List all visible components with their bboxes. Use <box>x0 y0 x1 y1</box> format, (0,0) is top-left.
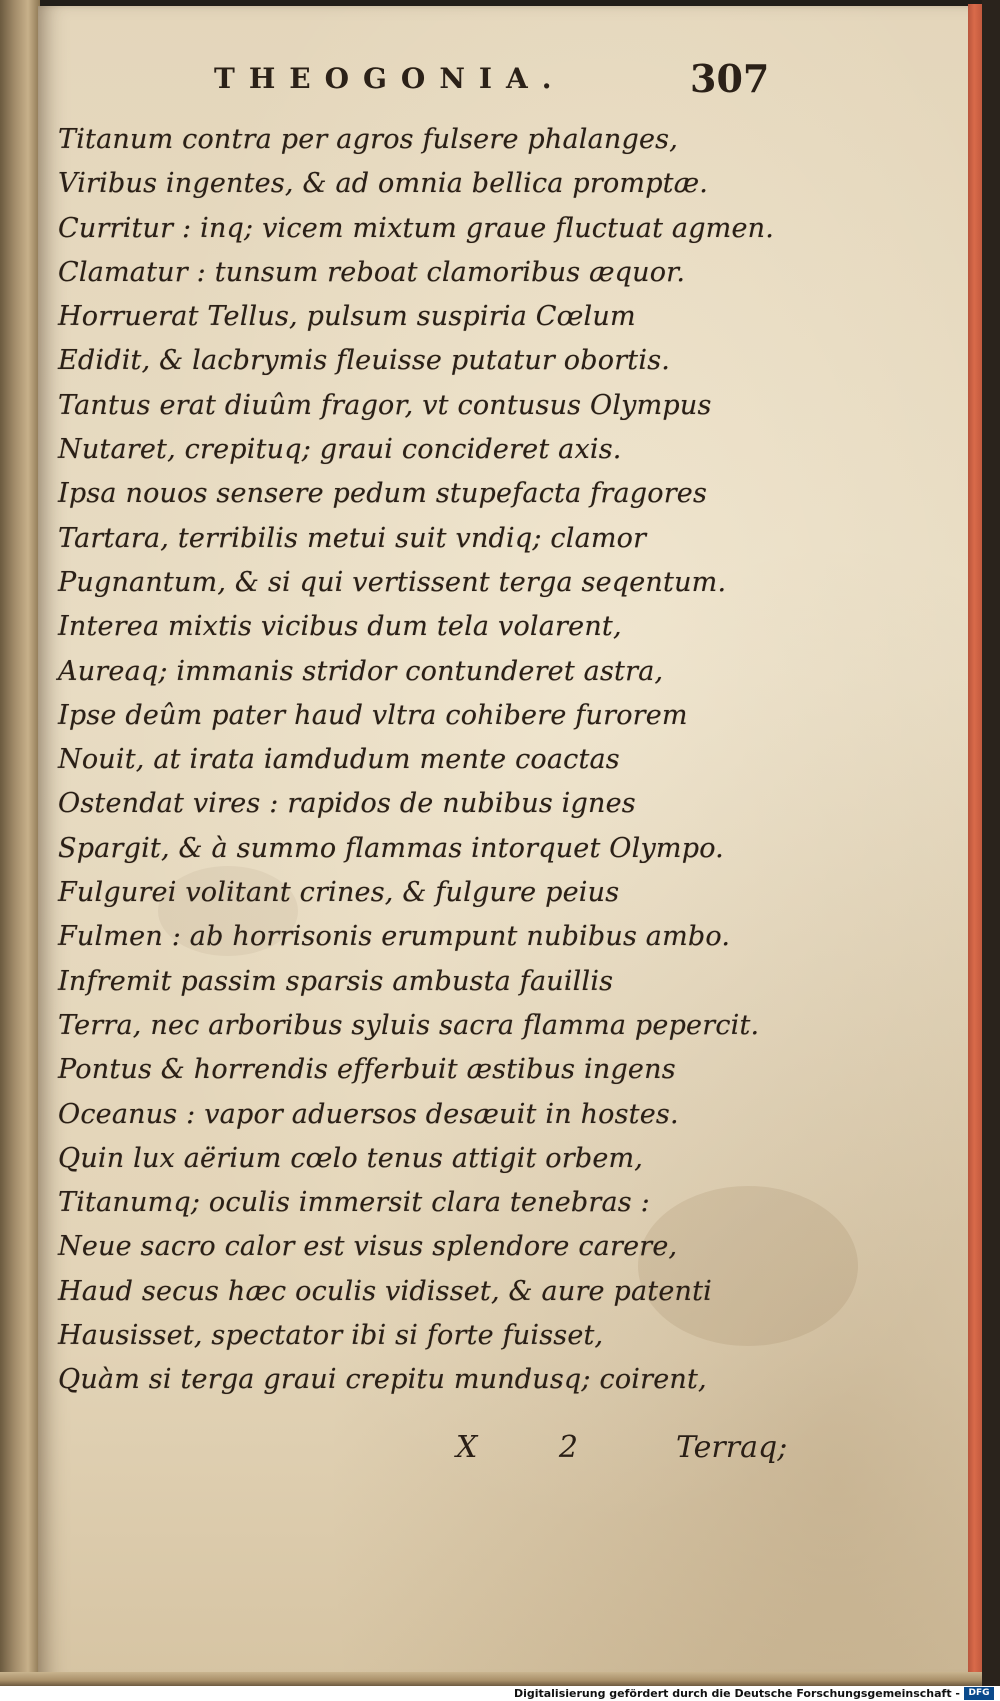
verse-line: Pugnantum, & si qui vertissent terga seqentum. <box>58 566 727 598</box>
verse-line: Haud secus hæc oculis vidisset, & aure patenti <box>58 1275 712 1307</box>
verse-line: Ipse deûm pater haud vltra cohibere furorem <box>58 699 688 731</box>
verse-line: Curritur : inq; vicem mixtum graue fluctuat agmen. <box>58 212 775 244</box>
red-page-edge <box>968 4 982 1686</box>
catchword: Terraq; <box>676 1430 788 1465</box>
verse-line: Viribus ingentes, & ad omnia bellica promptæ. <box>58 168 709 200</box>
verse-line: Neue sacro calor est visus splendore carere, <box>58 1231 678 1263</box>
page-bottom-edge <box>0 1672 982 1686</box>
verse-line: Spargit, & à summo flammas intorquet Olympo. <box>58 832 724 864</box>
verse-line: Oceanus : vapor aduersos desæuit in hostes. <box>58 1098 679 1130</box>
verse-line: Nutaret, crepituq; graui concideret axis. <box>58 434 622 466</box>
verse-line: Nouit, at irata iamdudum mente coactas <box>58 744 620 776</box>
verse-line: Edidit, & lacbrymis fleuisse putatur obortis. <box>58 345 671 377</box>
verse-line: Tantus erat diuûm fragor, vt contusus Olympus <box>58 389 712 421</box>
dfg-logo: DFG <box>964 1687 994 1700</box>
verse-line: Fulgurei volitant crines, & fulgure peius <box>58 877 620 909</box>
verse-line: Titanumq; oculis immersit clara tenebras : <box>58 1187 650 1219</box>
running-head: THEOGONIA. <box>214 62 566 95</box>
verse-line: Fulmen : ab horrisonis erumpunt nubibus ambo. <box>58 921 731 953</box>
verse-line: Horruerat Tellus, pulsum suspiria Cœlum <box>58 301 636 333</box>
verse-line: Titanum contra per agros fulsere phalanges, <box>58 124 679 155</box>
book-binding-gutter <box>0 0 40 1688</box>
verse-line: Terra, nec arboribus syluis sacra flamma pepercit. <box>58 1009 760 1041</box>
verse-line: Quàm si terga graui crepitu mundusq; coirent, <box>58 1364 707 1396</box>
scan-background-right <box>982 0 1000 1701</box>
page-number: 307 <box>690 56 770 101</box>
verse-line: Pontus & horrendis efferbuit æstibus ingens <box>58 1054 676 1086</box>
verse-line: Hausisset, spectator ibi si forte fuisset, <box>58 1320 604 1352</box>
signature-mark: X 2 <box>456 1430 614 1465</box>
verse-line: Ostendat vires : rapidos de nubibus ignes <box>58 788 636 820</box>
verse-line: Aureaq; immanis stridor contunderet astra, <box>58 655 664 687</box>
verse-line: Interea mixtis vicibus dum tela volarent, <box>58 611 622 643</box>
verse-line: Clamatur : tunsum reboat clamoribus æquor. <box>58 256 686 288</box>
verse-text-block <box>58 118 798 1403</box>
digitization-footer <box>0 1686 1000 1701</box>
verse-line: Ipsa nouos sensere pedum stupefacta fragores <box>58 478 708 510</box>
verse-line: Infremit passim sparsis ambusta fauillis <box>58 965 614 997</box>
verse-line: Quin lux aërium cœlo tenus attigit orbem, <box>58 1142 644 1174</box>
footer-credit-text: Digitalisierung gefördert durch die Deutsche Forschungsgemeinschaft - <box>513 1687 960 1700</box>
verse-line: Tartara, terribilis metui suit vndiq; clamor <box>58 522 647 554</box>
book-page <box>38 6 978 1684</box>
